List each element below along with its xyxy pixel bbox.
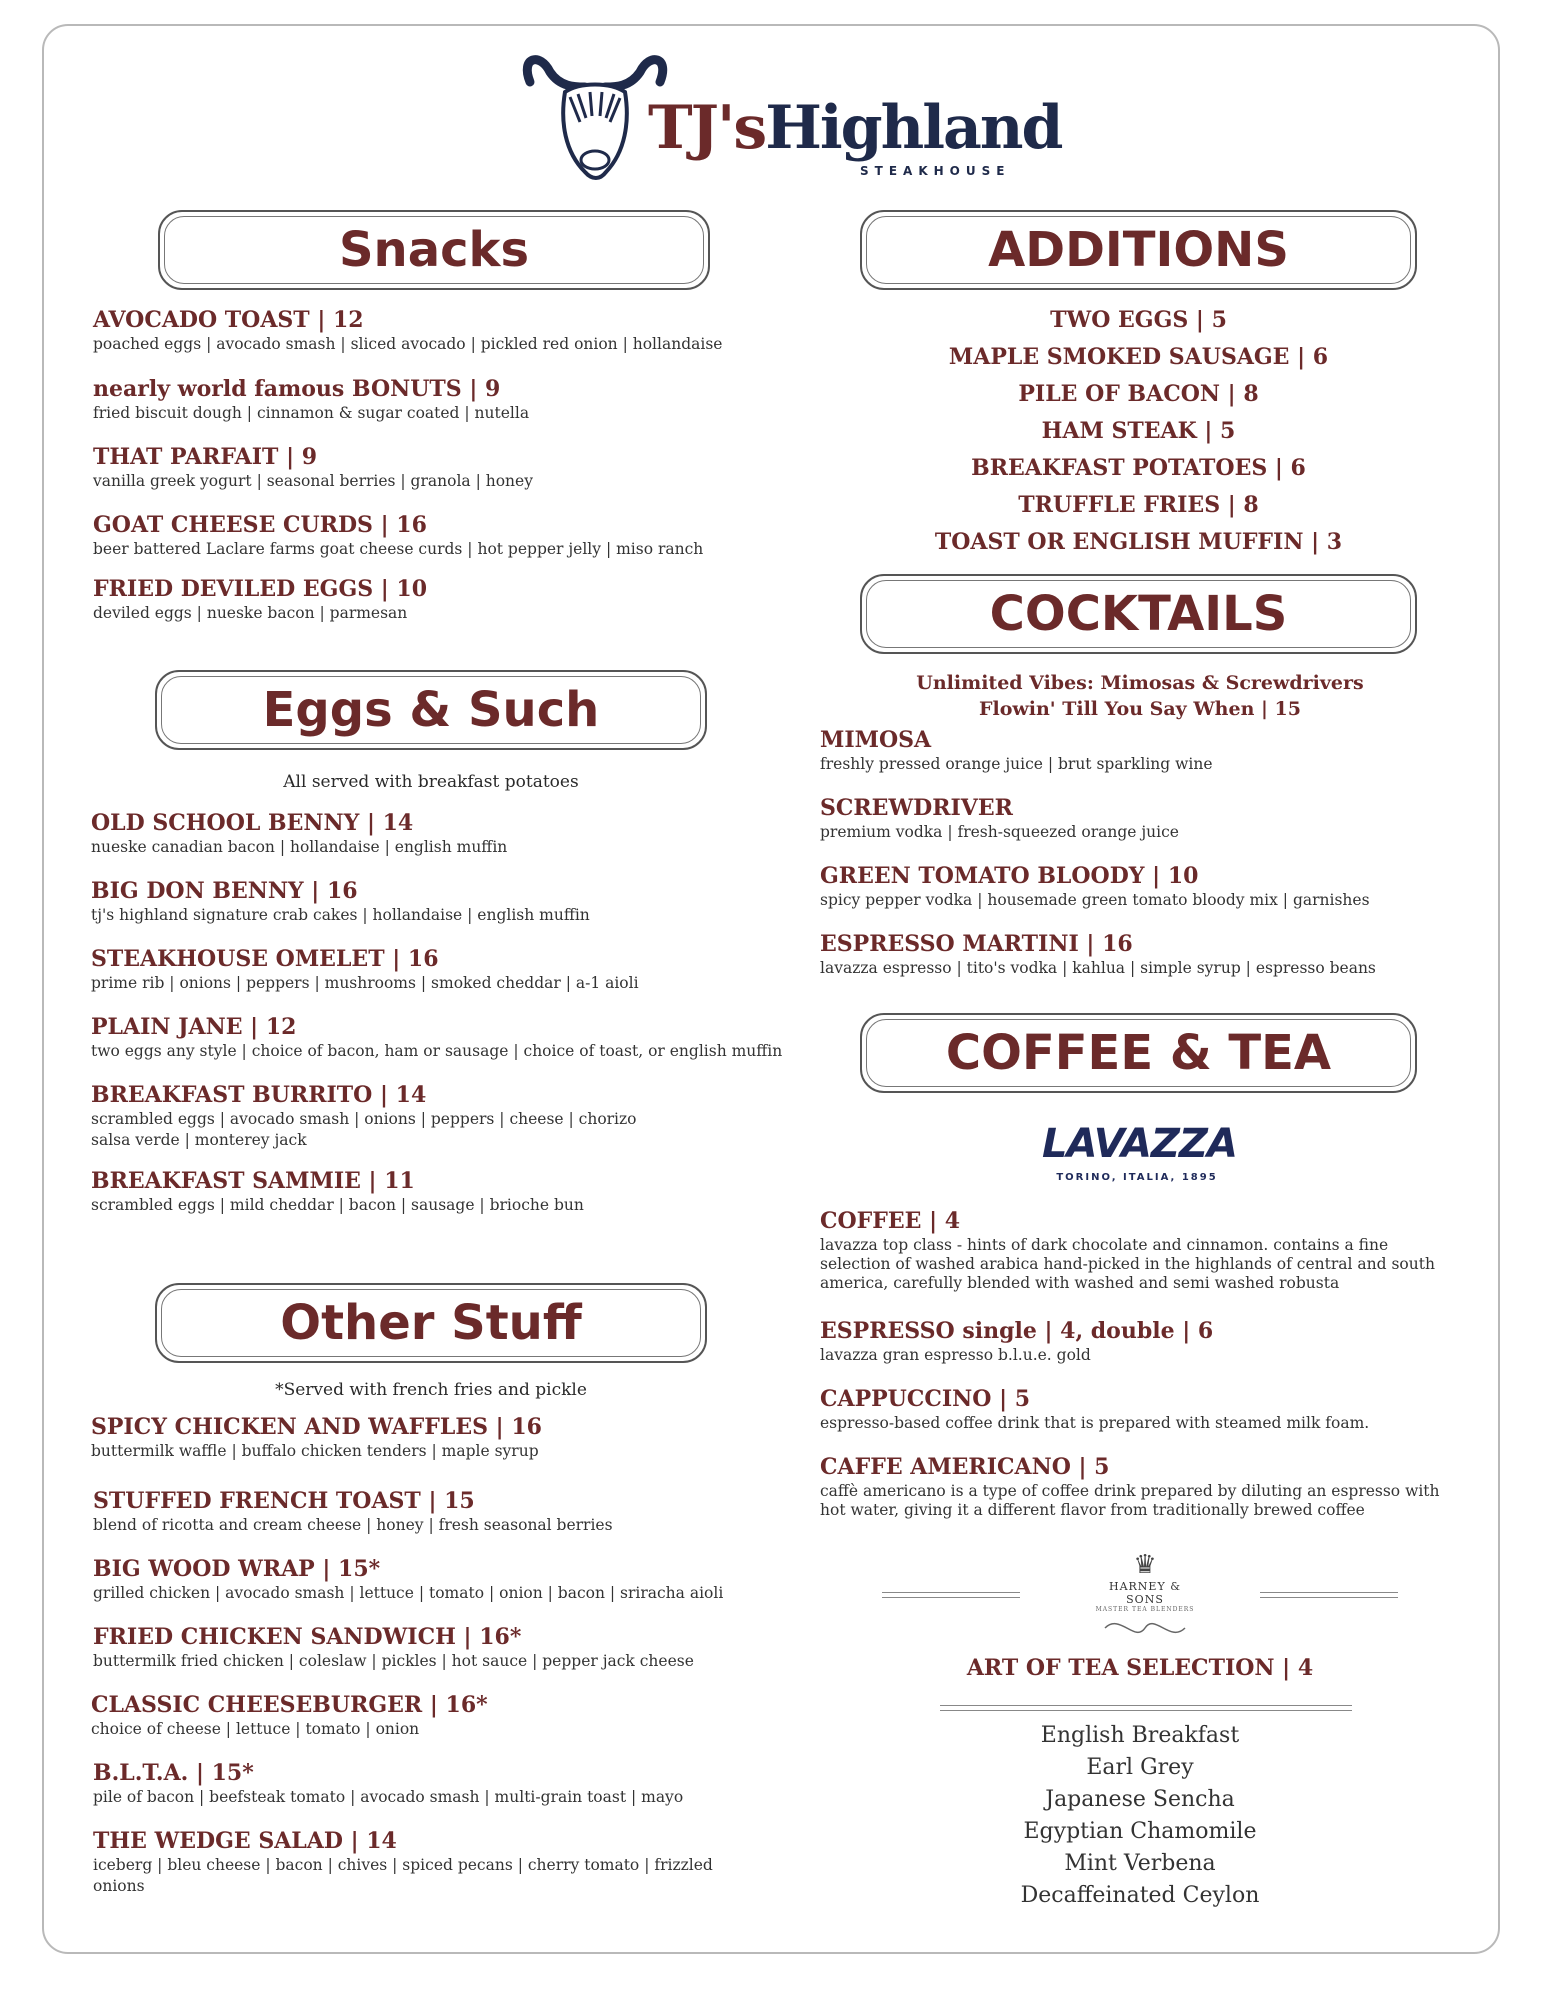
cocktails-title: COCKTAILS [989, 586, 1288, 642]
addition-item: TWO EGGS | 5 [1050, 307, 1227, 333]
item-desc: caffè americano is a type of coffee drink prepared by diluting an espresso with [820, 1482, 1440, 1500]
item-name: COFFEE | 4 [820, 1208, 961, 1234]
item-desc: vanilla greek yogurt | seasonal berries | granola | honey [93, 472, 533, 490]
item-desc: pile of bacon | beefsteak tomato | avocado smash | multi-grain toast | mayo [93, 1788, 684, 1806]
harney-brand: HARNEY & SONS [1108, 1580, 1182, 1606]
item-name: CAPPUCCINO | 5 [820, 1386, 1031, 1412]
item-desc: deviled eggs | nueske bacon | parmesan [93, 604, 408, 622]
item-desc: america, carefully blended with washed and semi washed robusta [820, 1274, 1340, 1292]
item-desc: buttermilk waffle | buffalo chicken tenders | maple syrup [91, 1442, 539, 1460]
item-desc: onions [93, 1877, 145, 1895]
item-name: STUFFED FRENCH TOAST | 15 [93, 1488, 475, 1514]
logo-name-tj: TJ's [648, 93, 766, 163]
snacks-banner [158, 210, 710, 290]
menu-item [93, 1760, 813, 1807]
menu-item [91, 1014, 811, 1061]
item-desc: salsa verde | monterey jack [91, 1131, 307, 1149]
menu-item [93, 1488, 813, 1535]
item-name: nearly world famous BONUTS | 9 [93, 376, 501, 402]
item-name: OLD SCHOOL BENNY | 14 [91, 810, 414, 836]
item-name: BREAKFAST BURRITO | 14 [91, 1082, 427, 1108]
item-name: CAFFE AMERICANO | 5 [820, 1454, 1110, 1480]
item-name: SPICY CHICKEN AND WAFFLES | 16 [91, 1414, 542, 1440]
menu-item [820, 1454, 1460, 1520]
item-desc: lavazza top class - hints of dark chocolate and cinnamon. contains a fine [820, 1236, 1389, 1254]
item-name: BIG DON BENNY | 16 [91, 878, 358, 904]
menu-item [91, 810, 811, 857]
coffee-banner [860, 1013, 1417, 1093]
logo [520, 52, 1062, 182]
item-desc: spicy pepper vodka | housemade green tomato bloody mix | garnishes [820, 891, 1370, 909]
menu-item [820, 931, 1540, 978]
addition-item: TRUFFLE FRIES | 8 [1018, 492, 1259, 518]
tea-item: Earl Grey [1086, 1755, 1194, 1780]
lavazza-brand: LAVAZZA [1042, 1121, 1237, 1167]
item-desc: fried biscuit dough | cinnamon & sugar coated | nutella [93, 404, 530, 422]
logo-text [648, 93, 1062, 163]
item-name: FRIED DEVILED EGGS | 10 [93, 576, 428, 602]
crest-icon: ♛ [1133, 1550, 1157, 1580]
menu-item [820, 727, 1540, 774]
divider [882, 1592, 1020, 1598]
vibes-line-2: Flowin' Till You Say When | 15 [979, 698, 1301, 720]
tea-item: Egyptian Chamomile [1023, 1819, 1257, 1844]
vibes-line-1: Unlimited Vibes: Mimosas & Screwdrivers [916, 672, 1364, 694]
lavazza-sub: TORINO, ITALIA, 1895 [1056, 1172, 1218, 1183]
menu-item [820, 1208, 1460, 1293]
item-name: STEAKHOUSE OMELET | 16 [91, 946, 439, 972]
item-desc: poached eggs | avocado smash | sliced avocado | pickled red onion | hollandaise [93, 335, 723, 353]
item-desc: nueske canadian bacon | hollandaise | english muffin [91, 838, 508, 856]
menu-item [93, 1624, 813, 1671]
item-desc: lavazza gran espresso b.l.u.e. gold [820, 1346, 1091, 1364]
lavazza-logo [1042, 1121, 1237, 1190]
coffee-title: COFFEE & TEA [945, 1025, 1332, 1081]
item-desc: iceberg | bleu cheese | bacon | chives | spiced pecans | cherry tomato | frizzled [93, 1856, 713, 1874]
addition-item: MAPLE SMOKED SAUSAGE | 6 [948, 344, 1329, 370]
item-name: FRIED CHICKEN SANDWICH | 16* [93, 1624, 522, 1650]
harney-sub: MASTER TEA BLENDERS [1095, 1606, 1195, 1613]
item-desc: prime rib | onions | peppers | mushrooms | smoked cheddar | a-1 aioli [91, 974, 639, 992]
additions-banner [860, 210, 1417, 290]
cocktails-vibes [860, 670, 1420, 722]
item-name: GREEN TOMATO BLOODY | 10 [820, 863, 1199, 889]
menu-item [820, 1386, 1460, 1433]
addition-item: BREAKFAST POTATOES | 6 [971, 455, 1306, 481]
snacks-title: Snacks [338, 222, 530, 278]
addition-item: TOAST OR ENGLISH MUFFIN | 3 [934, 529, 1343, 555]
additions-list [860, 302, 1417, 561]
item-desc: espresso-based coffee drink that is prepared with steamed milk foam. [820, 1414, 1370, 1432]
item-name: GOAT CHEESE CURDS | 16 [93, 512, 427, 538]
item-name: AVOCADO TOAST | 12 [93, 307, 364, 333]
tea-list [940, 1720, 1340, 1912]
item-name: CLASSIC CHEESEBURGER | 16* [91, 1692, 488, 1718]
divider [940, 1705, 1352, 1711]
addition-item: PILE OF BACON | 8 [1018, 381, 1259, 407]
menu-item [93, 376, 813, 423]
menu-item [93, 1556, 813, 1603]
eggs-note: All served with breakfast potatoes [283, 772, 579, 792]
item-desc: lavazza espresso | tito's vodka | kahlua | simple syrup | espresso beans [820, 959, 1376, 977]
item-name: THE WEDGE SALAD | 14 [93, 1828, 397, 1854]
flourish-icon [1095, 1613, 1195, 1643]
menu-item [91, 1082, 811, 1150]
item-desc: beer battered Laclare farms goat cheese curds | hot pepper jelly | miso ranch [93, 540, 704, 558]
tea-title: ART OF TEA SELECTION | 4 [966, 1655, 1314, 1681]
addition-item: HAM STEAK | 5 [1041, 418, 1236, 444]
logo-name-highland: Highland [765, 93, 1062, 163]
tea-item: Japanese Sencha [1045, 1787, 1235, 1812]
additions-title: ADDITIONS [988, 222, 1289, 278]
cocktails-banner [860, 574, 1417, 654]
menu-item [93, 444, 813, 491]
item-desc: scrambled eggs | mild cheddar | bacon | sausage | brioche bun [91, 1196, 584, 1214]
item-name: B.L.T.A. | 15* [93, 1760, 254, 1786]
item-desc: selection of washed arabica hand-picked in the highlands of central and south [820, 1255, 1435, 1273]
item-desc: tj's highland signature crab cakes | hollandaise | english muffin [91, 906, 590, 924]
item-desc: grilled chicken | avocado smash | lettuce | tomato | onion | bacon | sriracha aioli [93, 1584, 724, 1602]
menu-item [91, 1168, 811, 1215]
menu-item [820, 795, 1540, 842]
tea-item: Mint Verbena [1064, 1851, 1216, 1876]
menu-item [91, 878, 811, 925]
item-name: THAT PARFAIT | 9 [93, 444, 318, 470]
menu-item [91, 1692, 811, 1739]
item-desc: blend of ricotta and cream cheese | honey | fresh seasonal berries [93, 1516, 613, 1534]
item-desc: freshly pressed orange juice | brut sparkling wine [820, 755, 1213, 773]
item-name: BREAKFAST SAMMIE | 11 [91, 1168, 415, 1194]
item-name: BIG WOOD WRAP | 15* [93, 1556, 381, 1582]
item-name: ESPRESSO MARTINI | 16 [820, 931, 1133, 957]
divider [1260, 1592, 1398, 1598]
item-name: SCREWDRIVER [820, 795, 1013, 821]
menu-item [93, 307, 813, 354]
menu-item [93, 1828, 813, 1896]
item-name: PLAIN JANE | 12 [91, 1014, 297, 1040]
eggs-banner [155, 670, 707, 750]
tea-item: Decaffeinated Ceylon [1020, 1883, 1260, 1908]
other-banner [155, 1283, 707, 1363]
logo-subtitle: STEAKHOUSE [860, 164, 1011, 178]
item-desc: choice of cheese | lettuce | tomato | onion [91, 1720, 420, 1738]
harney-sons-logo [1090, 1550, 1200, 1660]
menu-item [91, 1414, 811, 1461]
menu-item [93, 512, 813, 559]
item-desc: hot water, giving it a different flavor from traditionally brewed coffee [820, 1501, 1365, 1519]
menu-item [820, 1318, 1460, 1365]
tea-item: English Breakfast [1040, 1723, 1240, 1748]
item-desc: scrambled eggs | avocado smash | onions | peppers | cheese | chorizo [91, 1110, 637, 1128]
item-name: MIMOSA [820, 727, 932, 753]
menu-item [93, 576, 813, 623]
item-desc: buttermilk fried chicken | coleslaw | pickles | hot sauce | pepper jack cheese [93, 1652, 694, 1670]
item-name: ESPRESSO single | 4, double | 6 [820, 1318, 1214, 1344]
item-desc: two eggs any style | choice of bacon, ham or sausage | choice of toast, or english muffin [91, 1042, 783, 1060]
menu-item [820, 863, 1540, 910]
menu-item [91, 946, 811, 993]
item-desc: premium vodka | fresh-squeezed orange juice [820, 823, 1179, 841]
other-title: Other Stuff [280, 1295, 582, 1351]
other-note: *Served with french fries and pickle [275, 1380, 587, 1400]
eggs-title: Eggs & Such [262, 682, 600, 738]
